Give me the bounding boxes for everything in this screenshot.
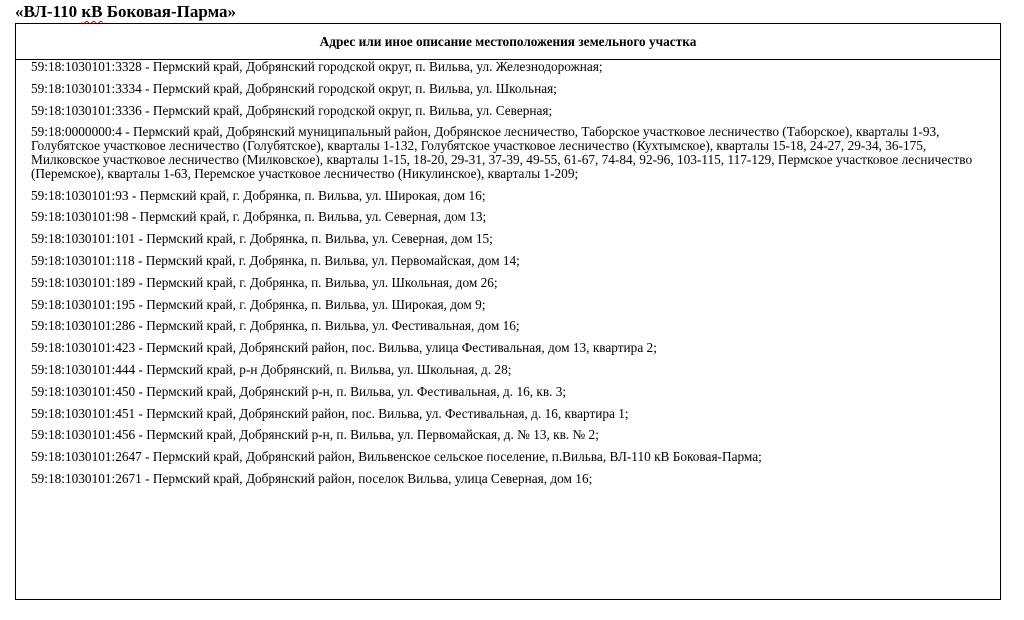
table-row: 59:18:1030101:450 - Пермский край, Добрянский р-н, п. Вильва, ул. Фестивальная, д. 16, кв. 3;	[31, 383, 567, 399]
table-row: 59:18:1030101:2671 - Пермский край, Добрянский район, поселок Вильва, улица Северная, дом 16;	[31, 470, 593, 486]
table-row: 59:18:1030101:3328 - Пермский край, Добрянский городской округ, п. Вильва, ул. Железнодорожная;	[31, 59, 603, 74]
table-row: 59:18:1030101:3336 - Пермский край, Добрянский городской округ, п. Вильва, ул. Северная;	[31, 102, 553, 118]
document-title	[15, 1, 236, 23]
table-row: 59:18:1030101:98 - Пермский край, г. Добрянка, п. Вильва, ул. Северная, дом 13;	[31, 209, 487, 225]
spellcheck-marked-word: кВ	[81, 2, 103, 21]
document-title-suffix: Боковая-Парма»	[102, 2, 237, 21]
table-header: Адрес или иное описание местоположения земельного участка	[16, 24, 1000, 60]
table-row: 59:18:1030101:189 - Пермский край, г. Добрянка, п. Вильва, ул. Школьная, дом 26;	[31, 274, 498, 290]
table-row: 59:18:1030101:101 - Пермский край, г. Добрянка, п. Вильва, ул. Северная, дом 15;	[31, 231, 493, 247]
table-row: 59:18:1030101:451 - Пермский край, Добрянский район, пос. Вильва, ул. Фестивальная, д. 16, квартира 1;	[31, 405, 629, 421]
table-row: 59:18:1030101:2647 - Пермский край, Добрянский район, Вильвенское сельское поселение, п.Вильва, ВЛ-110 кВ Боковая-Парма;	[31, 449, 762, 465]
table-row: 59:18:1030101:456 - Пермский край, Добрянский р-н, п. Вильва, ул. Первомайская, д. № 13, кв. № 2;	[31, 427, 599, 443]
table-row: 59:18:0000000:4 - Пермский край, Добрянский муниципальный район, Добрянское лесничество, Таборское участковое лесничество (Таборское), кварталы 1-93, Голубятское участковое лесничество (Голубятское), кварталы 1-132, Голубятское участковое лесничество (Кухтымское), кварталы 15-18, 24-27, 29-34, 36-175, Милковское участковое лесничество (Милковское), кварталы 1-15, 18-20, 29-31, 37-39, 49-55, 61-67, 74-84, 92-96, 103-115, 117-129, Пермское участковое лесничество (Перемское), кварталы 1-63, Перемское участковое лесничество (Никулинское), кварталы 1-209;	[31, 124, 973, 181]
table-row: 59:18:1030101:3334 - Пермский край, Добрянский городской округ, п. Вильва, ул. Школьная;	[31, 80, 557, 96]
table-row: 59:18:1030101:93 - Пермский край, г. Добрянка, п. Вильва, ул. Широкая, дом 16;	[31, 187, 486, 203]
land-parcel-table	[15, 23, 1001, 600]
table-row: 59:18:1030101:286 - Пермский край, г. Добрянка, п. Вильва, ул. Фестивальная, дом 16;	[31, 318, 520, 334]
table-row: 59:18:1030101:118 - Пермский край, г. Добрянка, п. Вильва, ул. Первомайская, дом 14;	[31, 252, 520, 268]
table-rows	[16, 60, 1000, 486]
table-row: 59:18:1030101:195 - Пермский край, г. Добрянка, п. Вильва, ул. Широкая, дом 9;	[31, 296, 486, 312]
document-title-prefix: «ВЛ-110	[15, 2, 82, 21]
table-row: 59:18:1030101:423 - Пермский край, Добрянский район, пос. Вильва, улица Фестивальная, дом 13, квартира 2;	[31, 340, 657, 356]
table-row: 59:18:1030101:444 - Пермский край, р-н Добрянский, п. Вильва, ул. Школьная, д. 28;	[31, 361, 512, 377]
